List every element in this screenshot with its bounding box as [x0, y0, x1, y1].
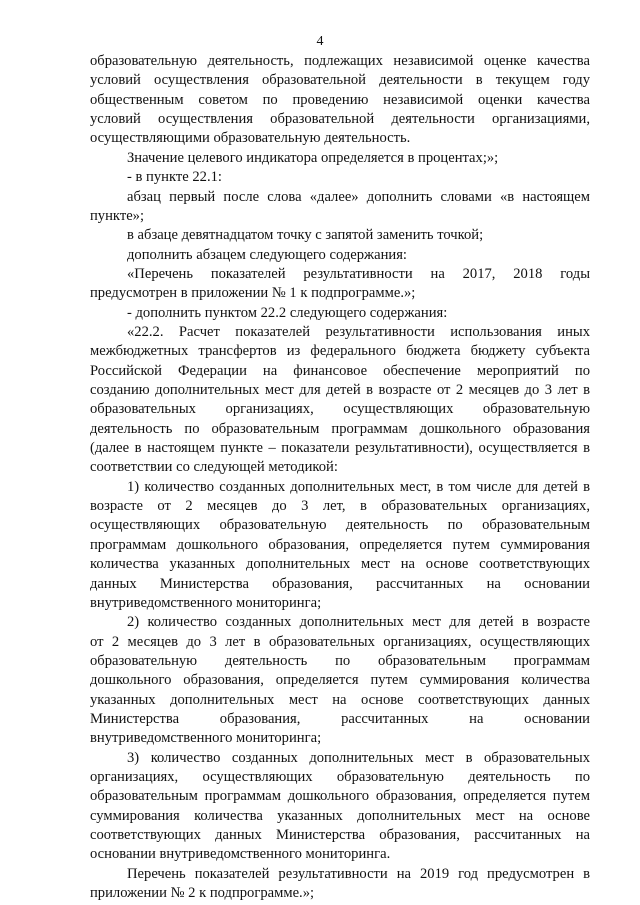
text-line: образовательную деятельность, подлежащих независимой оценке качества — [90, 53, 590, 69]
text-line: внутриведомственного мониторинга; — [90, 730, 322, 747]
text-line: в абзаце девятнадцатом точку с запятой заменить точкой; — [127, 227, 484, 244]
text-line: образовательных организациях, осуществляющих образовательную — [90, 401, 590, 418]
text-line: 2) количество созданных дополнительных мест для детей в возрасте — [127, 614, 590, 631]
text-line: общественным советом по проведению независимой оценки качества — [90, 91, 590, 108]
page-number: 4 — [316, 34, 324, 49]
text-line: дошкольного образования, определяется путем суммирования количества — [90, 672, 590, 689]
text-line: организациях, осуществляющих образовательную деятельность по — [90, 769, 590, 785]
text-line: образовательным программам дошкольного образования, определяется путем — [90, 788, 590, 805]
text-line: условий осуществления образовательной деятельности организациями, — [90, 111, 590, 128]
text-line: соответствии со следующей методикой: — [90, 459, 338, 476]
text-line: «22.2. Расчет показателей результативности использования иных — [127, 323, 590, 340]
text-line: данных Министерства образования, рассчитанных на основании — [90, 575, 590, 592]
text-line: Перечень показателей результативности на 2019 год предусмотрен в — [127, 865, 590, 882]
text-line: осуществляющими образовательную деятельность. — [90, 130, 411, 147]
text-line: приложении № 2 к подпрограмме.»; — [90, 885, 315, 902]
text-line: - в пункте 22.1: — [127, 169, 222, 186]
text-line: 3) количество созданных дополнительных мест в образовательных — [127, 749, 590, 766]
text-line: условий осуществления образовательной деятельности в текущем году — [90, 72, 590, 89]
text-line: осуществляющих образовательную деятельность по образовательным — [90, 517, 590, 534]
text-line: абзац первый после слова «далее» дополнить словами «в настоящем — [127, 188, 590, 205]
text-line: предусмотрен в приложении № 1 к подпрограмме.»; — [90, 285, 416, 302]
text-line: Министерства образования, рассчитанных на основании — [90, 710, 590, 727]
text-line: Значение целевого индикатора определяется в процентах;»; — [127, 149, 499, 166]
text-line: пункте»; — [90, 207, 145, 224]
text-line: Российской Федерации на финансовое обеспечение мероприятий по — [90, 362, 590, 379]
text-line: внутриведомственного мониторинга; — [90, 594, 322, 611]
text-line: возрасте от 2 месяцев до 3 лет, в образовательных организациях, — [90, 498, 590, 515]
text-line: деятельность по образовательным программам дошкольного образования — [90, 420, 590, 437]
text-line: указанных дополнительных мест на основе соответствующих данных — [90, 691, 590, 708]
text-line: - дополнить пунктом 22.2 следующего содержания: — [127, 304, 448, 321]
text-line: суммирования количества указанных дополнительных мест на основе — [90, 807, 590, 824]
text-line: количества указанных дополнительных мест на основе соответствующих — [90, 556, 590, 573]
text-line: основании внутриведомственного мониторинга. — [90, 846, 391, 863]
text-line: «Перечень показателей результативности на 2017, 2018 годы — [127, 265, 590, 282]
text-line: дополнить абзацем следующего содержания: — [127, 246, 407, 263]
text-line: от 2 месяцев до 3 лет в образовательных организациях, осуществляющих — [90, 633, 590, 650]
text-line: соответствующих данных Министерства образования, рассчитанных на — [90, 827, 590, 843]
text-line: образовательную деятельность по образовательным программам — [90, 652, 590, 669]
text-line: (далее в настоящем пункте – показатели результативности), осуществляется в — [90, 440, 590, 456]
text-line: созданию дополнительных мест для детей в возрасте от 2 месяцев до 3 лет в — [90, 382, 590, 398]
text-line: 1) количество созданных дополнительных мест, в том числе для детей в — [127, 478, 590, 495]
text-line: межбюджетных трансфертов из федерального бюджета бюджету субъекта — [90, 343, 590, 360]
text-line: программам дошкольного образования, определяется путем суммирования — [90, 536, 590, 553]
